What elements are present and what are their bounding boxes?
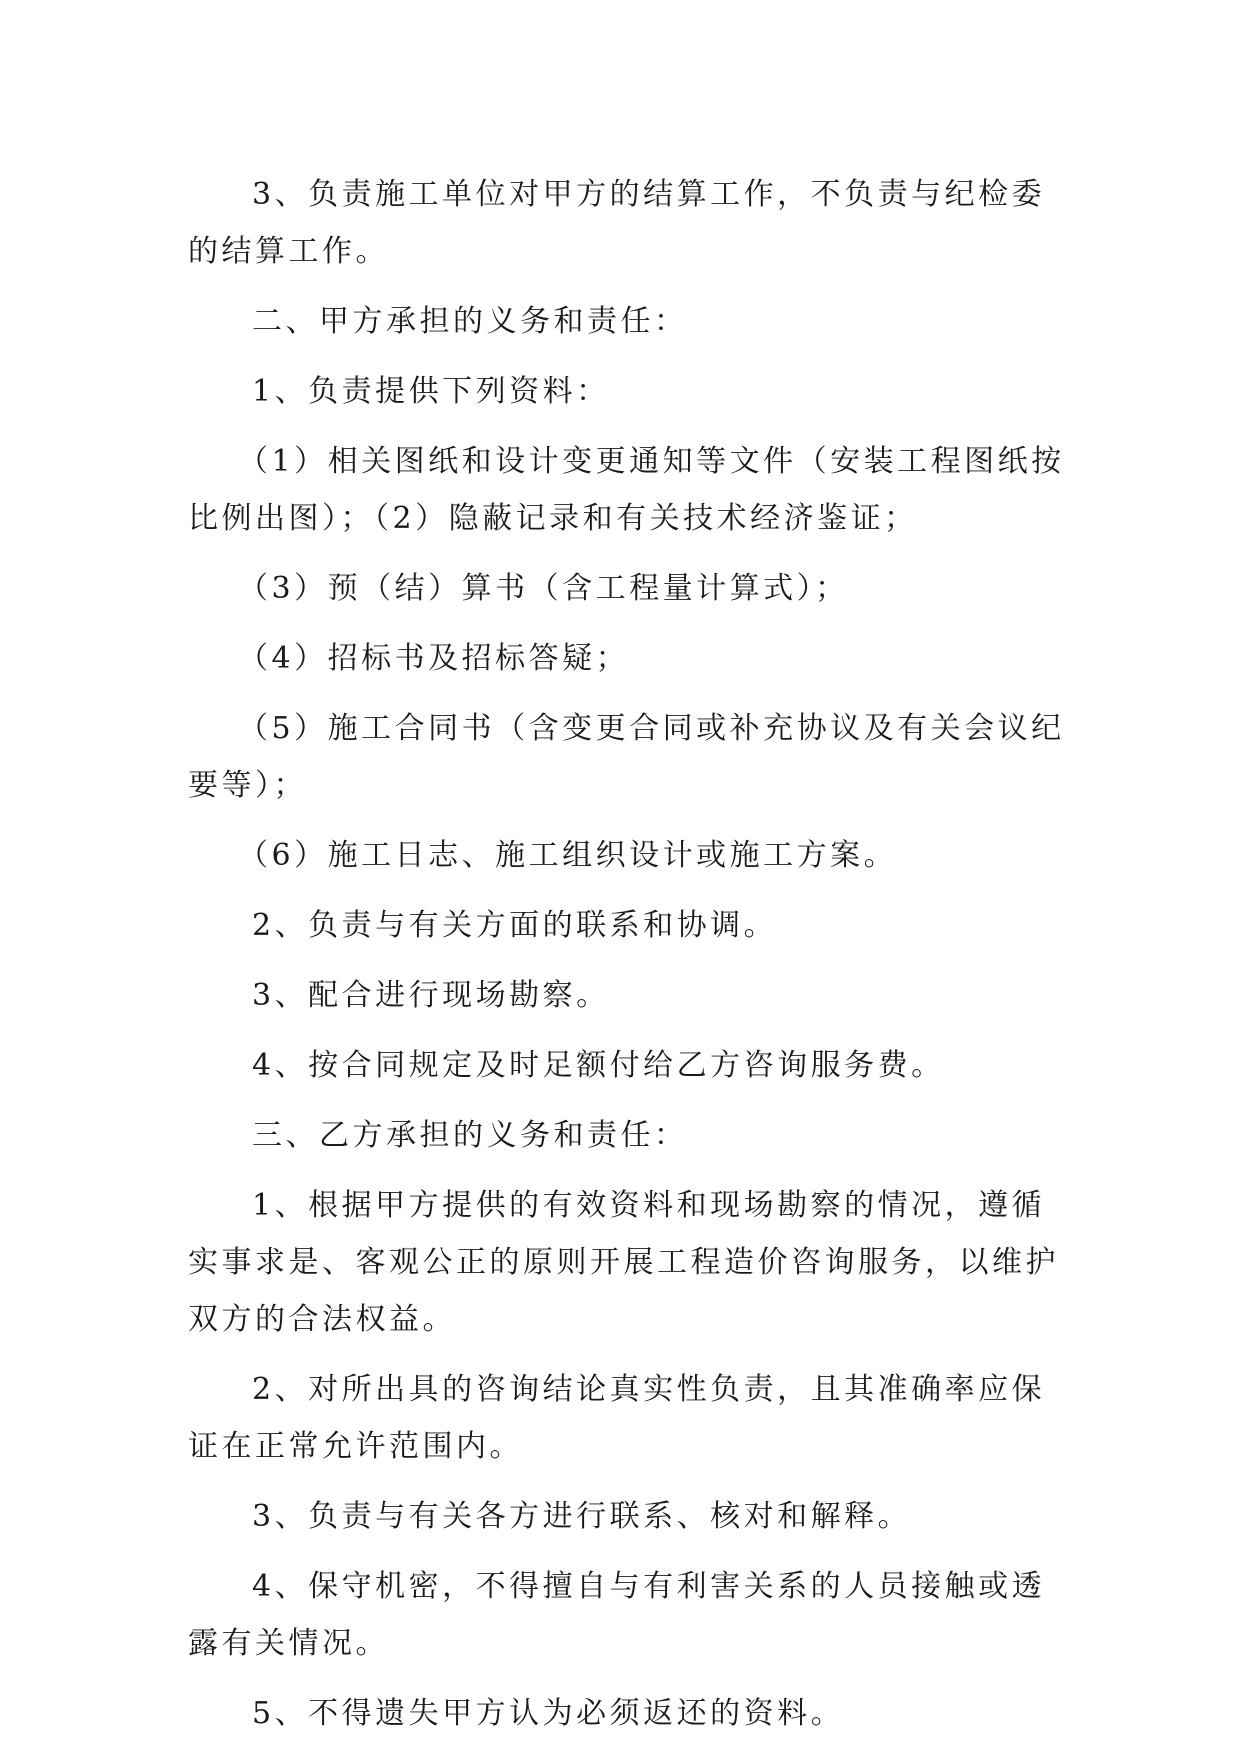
paragraph-material-log: （6）施工日志、施工组织设计或施工方案。 — [238, 838, 898, 873]
paragraph-provide-materials: 1、负责提供下列资料： — [252, 374, 610, 409]
heading-party-a-obligations: 二、甲方承担的义务和责任： — [252, 304, 688, 339]
paragraph-material-contract: （5）施工合同书（含变更合同或补充协议及有关会议纪要等）； — [188, 711, 1065, 803]
paragraph-material-drawings: （1）相关图纸和设计变更通知等文件（安装工程图纸按比例出图）；（2）隐蔽记录和有关技术经济鉴证； — [188, 444, 1065, 536]
paragraph-payment: 4、按合同规定及时足额付给乙方咨询服务费。 — [252, 1048, 945, 1083]
paragraph-material-budget: （3）预（结）算书（含工程量计算式）； — [238, 571, 849, 606]
paragraph-material-tender: （4）招标书及招标答疑； — [238, 641, 630, 676]
paragraph-confidentiality: 4、保守机密，不得擅自与有利害关系的人员接触或透露有关情况。 — [188, 1569, 1046, 1661]
paragraph-coordination: 3、负责与有关各方进行联系、核对和解释。 — [252, 1499, 912, 1534]
paragraph-settlement-scope: 3、负责施工单位对甲方的结算工作，不负责与纪检委的结算工作。 — [188, 177, 1046, 269]
paragraph-accuracy: 2、对所出具的咨询结论真实性负责，且其准确率应保证在正常允许范围内。 — [188, 1372, 1046, 1464]
paragraph-return-materials: 5、不得遗失甲方认为必须返还的资料。 — [252, 1696, 845, 1731]
paragraph-liaison: 2、负责与有关方面的联系和协调。 — [252, 908, 778, 943]
paragraph-consulting-service: 1、根据甲方提供的有效资料和现场勘察的情况，遵循实事求是、客观公正的原则开展工程造价咨询服务，以维护双方的合法权益。 — [188, 1188, 1059, 1337]
paragraph-site-survey: 3、配合进行现场勘察。 — [252, 978, 610, 1013]
heading-party-b-obligations: 三、乙方承担的义务和责任： — [252, 1118, 688, 1153]
document-body — [188, 166, 1068, 1755]
